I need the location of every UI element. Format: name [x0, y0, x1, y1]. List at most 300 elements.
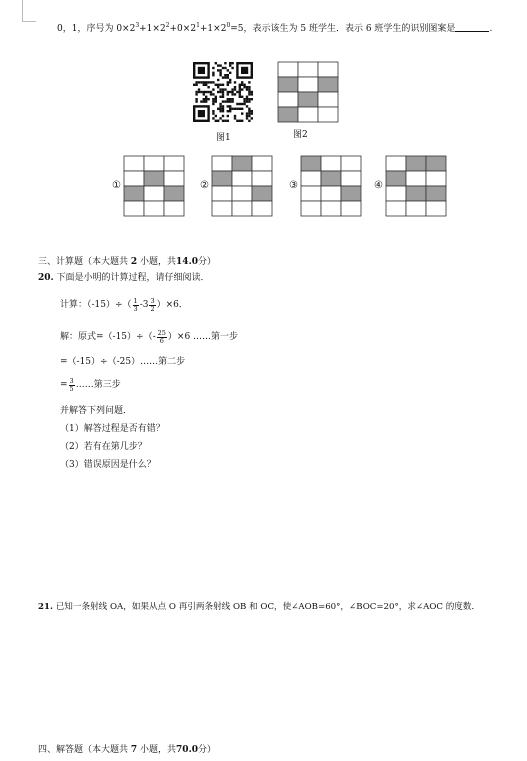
qr-module	[229, 98, 231, 100]
qr-module	[227, 76, 229, 78]
qr-module	[212, 74, 214, 76]
grid-cell-filled	[252, 186, 272, 201]
qr-module	[222, 76, 224, 78]
grid-cell-empty	[278, 62, 298, 77]
qr-module	[215, 62, 217, 64]
qr-module	[215, 120, 217, 122]
qr-module	[239, 120, 241, 122]
qr-module	[224, 74, 226, 76]
qr-module	[219, 103, 221, 105]
q20-number: 20.	[38, 273, 54, 283]
grid-cell-empty	[232, 171, 252, 186]
qr-module	[229, 72, 231, 74]
grid-cell-empty	[406, 201, 426, 216]
grid-cell-empty	[318, 107, 338, 122]
qr-module	[248, 108, 250, 110]
qr-module	[248, 86, 250, 88]
grid-cell-filled	[406, 156, 426, 171]
q20-step3-suffix: ……第三步	[75, 380, 121, 390]
q20-step3-line	[60, 378, 121, 393]
grid-cell-filled	[341, 186, 361, 201]
qr-module	[246, 100, 248, 102]
qr-module	[234, 115, 236, 117]
qr-module	[227, 93, 229, 95]
grid-cell-empty	[124, 156, 144, 171]
qr-module	[246, 96, 248, 98]
grid-cell-empty	[298, 107, 318, 122]
qr-module	[246, 115, 248, 117]
grid-cell-empty	[232, 186, 252, 201]
grid-cell-empty	[252, 201, 272, 216]
qr-module	[246, 105, 248, 107]
qr-module	[195, 84, 197, 86]
qr-module	[231, 98, 233, 100]
qr-module	[248, 110, 250, 112]
q20-sol-prefix: 解：原式=（-15）÷（-	[60, 332, 156, 342]
qr-module	[198, 88, 200, 90]
section-4-score: 70.0	[176, 745, 198, 755]
qr-module	[234, 93, 236, 95]
q20-calc-suffix: ）×6．	[156, 300, 188, 310]
qr-module	[227, 81, 229, 83]
q19-text-d: +1×2	[199, 24, 227, 34]
q19-sup-2: 2	[165, 22, 170, 29]
qr-module	[219, 96, 221, 98]
q19-end: .	[489, 24, 493, 34]
grid-cell-empty	[212, 156, 232, 171]
qr-module	[212, 93, 214, 95]
qr-module	[222, 120, 224, 122]
qr-module	[246, 112, 248, 114]
qr-module	[251, 98, 253, 100]
qr-module	[227, 100, 229, 102]
q20-sol-suffix: ）×6 ……第一步	[167, 332, 239, 342]
qr-module	[248, 100, 250, 102]
qr-module	[239, 88, 241, 90]
qr-module	[229, 105, 231, 107]
fraction-3-5	[69, 378, 75, 393]
qr-module	[217, 120, 219, 122]
option-2-label[interactable]: ②	[200, 180, 209, 191]
qr-module	[246, 86, 248, 88]
qr-module	[229, 79, 231, 81]
qr-module	[239, 103, 241, 105]
qr-module	[207, 81, 209, 83]
frac-num: 1	[133, 297, 138, 305]
qr-module	[195, 93, 197, 95]
section-4-title-c: 分）	[197, 745, 216, 755]
qr-module	[248, 81, 250, 83]
grid-cell-empty	[301, 201, 321, 216]
qr-module	[251, 93, 253, 95]
q21-number: 21.	[38, 602, 53, 612]
q20-ask: 并解答下列问题．	[60, 406, 133, 416]
qr-module	[198, 91, 200, 93]
qr-module	[227, 98, 229, 100]
qr-module	[239, 96, 241, 98]
qr-module	[236, 91, 238, 93]
q20-step1-line	[60, 330, 238, 345]
grid-cell-empty	[298, 62, 318, 77]
qr-module	[241, 88, 243, 90]
qr-module	[203, 100, 205, 102]
qr-module	[227, 84, 229, 86]
q19-sup-3: 3	[135, 22, 140, 29]
qr-module	[222, 88, 224, 90]
option-1-grid[interactable]	[124, 156, 186, 216]
qr-module	[222, 84, 224, 86]
qr-module	[219, 69, 221, 71]
qr-module	[212, 88, 214, 90]
qr-module	[212, 112, 214, 114]
option-2-grid[interactable]	[212, 156, 274, 216]
qr-module	[222, 93, 224, 95]
option-4-label[interactable]: ④	[374, 180, 383, 191]
qr-module	[248, 91, 250, 93]
qr-module	[229, 110, 231, 112]
section-3-title-a: 三、计算题（本大题共	[38, 257, 129, 267]
q21-line	[38, 601, 480, 613]
qr-module	[236, 108, 238, 110]
qr-module	[205, 96, 207, 98]
q19-sup-0: 0	[226, 22, 231, 29]
qr-module	[219, 110, 221, 112]
grid-cell-empty	[301, 171, 321, 186]
q19-sup-1: 1	[196, 22, 200, 29]
q20-calc-prefix: 计算：（-15）÷（	[60, 300, 132, 310]
qr-module	[234, 81, 236, 83]
section-4-title-a: 四、解答题（本大题共	[38, 745, 129, 755]
qr-module	[203, 81, 205, 83]
qr-module	[212, 72, 214, 74]
qr-module	[224, 88, 226, 90]
section-3-score: 14.0	[176, 257, 198, 267]
qr-module	[227, 74, 229, 76]
qr-module	[239, 108, 241, 110]
qr-module	[217, 79, 219, 81]
qr-module	[195, 81, 197, 83]
grid-cell-empty	[164, 171, 184, 186]
qr-module	[212, 103, 214, 105]
qr-module	[248, 93, 250, 95]
qr-module	[219, 88, 221, 90]
q19-text-a: 0，1，序号为 0×2	[57, 24, 136, 34]
grid-cell-filled	[164, 186, 184, 201]
qr-module	[215, 84, 217, 86]
qr-module	[243, 84, 245, 86]
qr-module	[236, 120, 238, 122]
frac-den: 6	[159, 337, 164, 345]
grid-cell-empty	[341, 156, 361, 171]
grid-cell-filled	[212, 171, 232, 186]
qr-module	[200, 81, 202, 83]
qr-module	[215, 100, 217, 102]
qr-module	[203, 91, 205, 93]
grid-cell-empty	[164, 201, 184, 216]
grid-cell-filled	[406, 186, 426, 201]
qr-module	[200, 100, 202, 102]
qr-module	[231, 88, 233, 90]
qr-module	[227, 110, 229, 112]
qr-module	[217, 91, 219, 93]
grid-cell-empty	[252, 171, 272, 186]
option-4-grid[interactable]	[386, 156, 448, 216]
q19-text-e: =5，表示该生为 5 班学生．表示 6 班学生的识别图案是	[230, 24, 456, 34]
qr-module	[229, 81, 231, 83]
qr-module	[205, 84, 207, 86]
option-3-grid[interactable]	[301, 156, 363, 216]
grid-cell-filled	[321, 171, 341, 186]
qr-module	[241, 81, 243, 83]
grid-cell-empty	[212, 201, 232, 216]
qr-module	[234, 88, 236, 90]
qr-module	[212, 110, 214, 112]
grid-cell-empty	[252, 156, 272, 171]
qr-module	[229, 100, 231, 102]
qr-module	[219, 108, 221, 110]
qr-module	[224, 76, 226, 78]
grid-cell-empty	[301, 186, 321, 201]
qr-module	[246, 117, 248, 119]
qr-module	[227, 120, 229, 122]
grid-cell-filled	[278, 107, 298, 122]
grid-cell-empty	[318, 92, 338, 107]
qr-module	[195, 100, 197, 102]
q20-sub-1: （1）解答过程是否有错？	[60, 424, 165, 434]
qr-module	[210, 93, 212, 95]
qr-module	[198, 81, 200, 83]
qr-module	[231, 62, 233, 64]
qr-module	[219, 84, 221, 86]
qr-module	[222, 105, 224, 107]
qr-module	[239, 86, 241, 88]
answer-blank[interactable]	[455, 22, 489, 32]
qr-module	[243, 103, 245, 105]
q21-text: 已知一条射线 OA，如果从点 O 再引两条射线 OB 和 OC，使∠AOB=60°，∠BOC=20°，求∠AOC 的度数．	[55, 602, 481, 612]
grid-cell-empty	[341, 201, 361, 216]
grid-cell-filled	[232, 156, 252, 171]
fraction-3-2	[149, 298, 155, 313]
qr-module	[248, 112, 250, 114]
qr-module	[248, 115, 250, 117]
frac-num: 3	[69, 377, 74, 385]
grid-cell-empty	[386, 186, 406, 201]
qr-module	[229, 64, 231, 66]
qr-module	[239, 84, 241, 86]
qr-module	[241, 120, 243, 122]
qr-module	[203, 93, 205, 95]
figure-2-grid	[278, 62, 340, 122]
qr-module	[251, 117, 253, 119]
qr-module	[207, 86, 209, 88]
qr-module	[212, 98, 214, 100]
qr-module	[200, 91, 202, 93]
qr-module	[231, 91, 233, 93]
grid-cell-empty	[232, 201, 252, 216]
qr-module	[217, 84, 219, 86]
qr-module	[229, 62, 231, 64]
qr-module	[231, 100, 233, 102]
qr-module	[222, 115, 224, 117]
qr-module	[212, 117, 214, 119]
qr-module	[222, 110, 224, 112]
qr-module	[205, 100, 207, 102]
qr-code-figure-1	[193, 62, 259, 122]
qr-module	[217, 86, 219, 88]
qr-finder-pattern	[198, 67, 205, 74]
figure-1-label: 图1	[216, 133, 231, 143]
grid-cell-empty	[321, 201, 341, 216]
frac-den: 5	[69, 385, 74, 393]
qr-module	[222, 67, 224, 69]
q20-calc-line	[60, 298, 188, 313]
qr-module	[193, 84, 195, 86]
grid-cell-empty	[321, 156, 341, 171]
qr-module	[205, 91, 207, 93]
qr-module	[215, 115, 217, 117]
q20-sub-2: （2）若有在第几步？	[60, 442, 147, 452]
q19-text-c: +0×2	[169, 24, 197, 34]
qr-finder-pattern	[241, 67, 248, 74]
qr-module	[212, 100, 214, 102]
grid-cell-filled	[278, 77, 298, 92]
qr-module	[227, 69, 229, 71]
qr-module	[217, 69, 219, 71]
qr-module	[210, 91, 212, 93]
q20-intro-line	[38, 272, 210, 284]
qr-module	[251, 91, 253, 93]
qr-module	[241, 84, 243, 86]
qr-module	[239, 93, 241, 95]
qr-module	[203, 84, 205, 86]
section-4-count: 7	[130, 745, 138, 755]
frac-num: 25	[157, 329, 166, 337]
frac-den: 2	[150, 305, 155, 313]
qr-module	[227, 115, 229, 117]
qr-module	[212, 67, 214, 69]
qr-module	[195, 91, 197, 93]
qr-module	[224, 120, 226, 122]
qr-module	[243, 86, 245, 88]
grid-cell-empty	[341, 171, 361, 186]
qr-module	[222, 108, 224, 110]
qr-module	[219, 117, 221, 119]
qr-module	[224, 100, 226, 102]
qr-module	[234, 86, 236, 88]
section-3-count: 2	[130, 257, 138, 267]
qr-module	[241, 103, 243, 105]
option-1-label[interactable]: ①	[112, 180, 121, 191]
qr-module	[219, 64, 221, 66]
grid-cell-empty	[144, 201, 164, 216]
grid-cell-empty	[124, 201, 144, 216]
qr-module	[224, 62, 226, 64]
page-corner-mark	[22, 0, 36, 22]
qr-module	[231, 108, 233, 110]
qr-module	[222, 96, 224, 98]
grid-cell-empty	[144, 156, 164, 171]
qr-module	[205, 81, 207, 83]
grid-cell-empty	[278, 92, 298, 107]
grid-cell-empty	[426, 171, 446, 186]
qr-module	[195, 98, 197, 100]
qr-module	[248, 98, 250, 100]
q19-text-line	[57, 22, 492, 35]
qr-module	[241, 108, 243, 110]
qr-module	[215, 96, 217, 98]
qr-module	[224, 67, 226, 69]
qr-module	[217, 108, 219, 110]
section-3-title-c: 分）	[197, 257, 216, 267]
qr-module	[241, 96, 243, 98]
qr-module	[205, 98, 207, 100]
qr-module	[219, 74, 221, 76]
q20-step2-line: =（-15）÷（-25）……第二步	[60, 357, 186, 367]
qr-module	[229, 108, 231, 110]
q19-text-b: +1×2	[139, 24, 166, 34]
qr-module	[231, 93, 233, 95]
qr-module	[231, 67, 233, 69]
grid-cell-filled	[426, 186, 446, 201]
fraction-1-3	[133, 298, 139, 313]
qr-module	[234, 117, 236, 119]
grid-cell-filled	[144, 171, 164, 186]
frac-den: 3	[133, 305, 138, 313]
grid-cell-empty	[406, 171, 426, 186]
grid-cell-filled	[301, 156, 321, 171]
qr-module	[229, 91, 231, 93]
grid-cell-empty	[321, 186, 341, 201]
grid-cell-empty	[124, 171, 144, 186]
qr-module	[251, 110, 253, 112]
grid-cell-filled	[318, 77, 338, 92]
qr-module	[239, 91, 241, 93]
grid-cell-empty	[164, 156, 184, 171]
qr-module	[234, 108, 236, 110]
qr-module	[248, 88, 250, 90]
figure-2-label: 图2	[293, 130, 308, 140]
qr-module	[219, 72, 221, 74]
qr-module	[246, 88, 248, 90]
qr-module	[215, 98, 217, 100]
qr-module	[203, 98, 205, 100]
grid-cell-filled	[426, 156, 446, 171]
qr-module	[222, 100, 224, 102]
q20-intro: 下面是小明的计算过程，请仔细阅读．	[56, 273, 210, 283]
section-4-header	[38, 744, 216, 756]
q20-sub-3: （3）错误原因是什么？	[60, 460, 156, 470]
grid-cell-filled	[298, 92, 318, 107]
qr-module	[243, 98, 245, 100]
grid-cell-empty	[318, 62, 338, 77]
qr-module	[227, 105, 229, 107]
grid-cell-empty	[386, 201, 406, 216]
option-3-label[interactable]: ③	[289, 180, 298, 191]
qr-module	[217, 64, 219, 66]
qr-module	[207, 91, 209, 93]
section-3-title-b: 小题，共	[140, 257, 177, 267]
qr-module	[246, 98, 248, 100]
qr-module	[207, 98, 209, 100]
section-4-title-b: 小题，共	[140, 745, 177, 755]
qr-module	[241, 112, 243, 114]
grid-cell-empty	[212, 186, 232, 201]
grid-cell-empty	[386, 156, 406, 171]
qr-module	[219, 91, 221, 93]
qr-module	[212, 81, 214, 83]
qr-module	[248, 120, 250, 122]
grid-cell-empty	[298, 77, 318, 92]
